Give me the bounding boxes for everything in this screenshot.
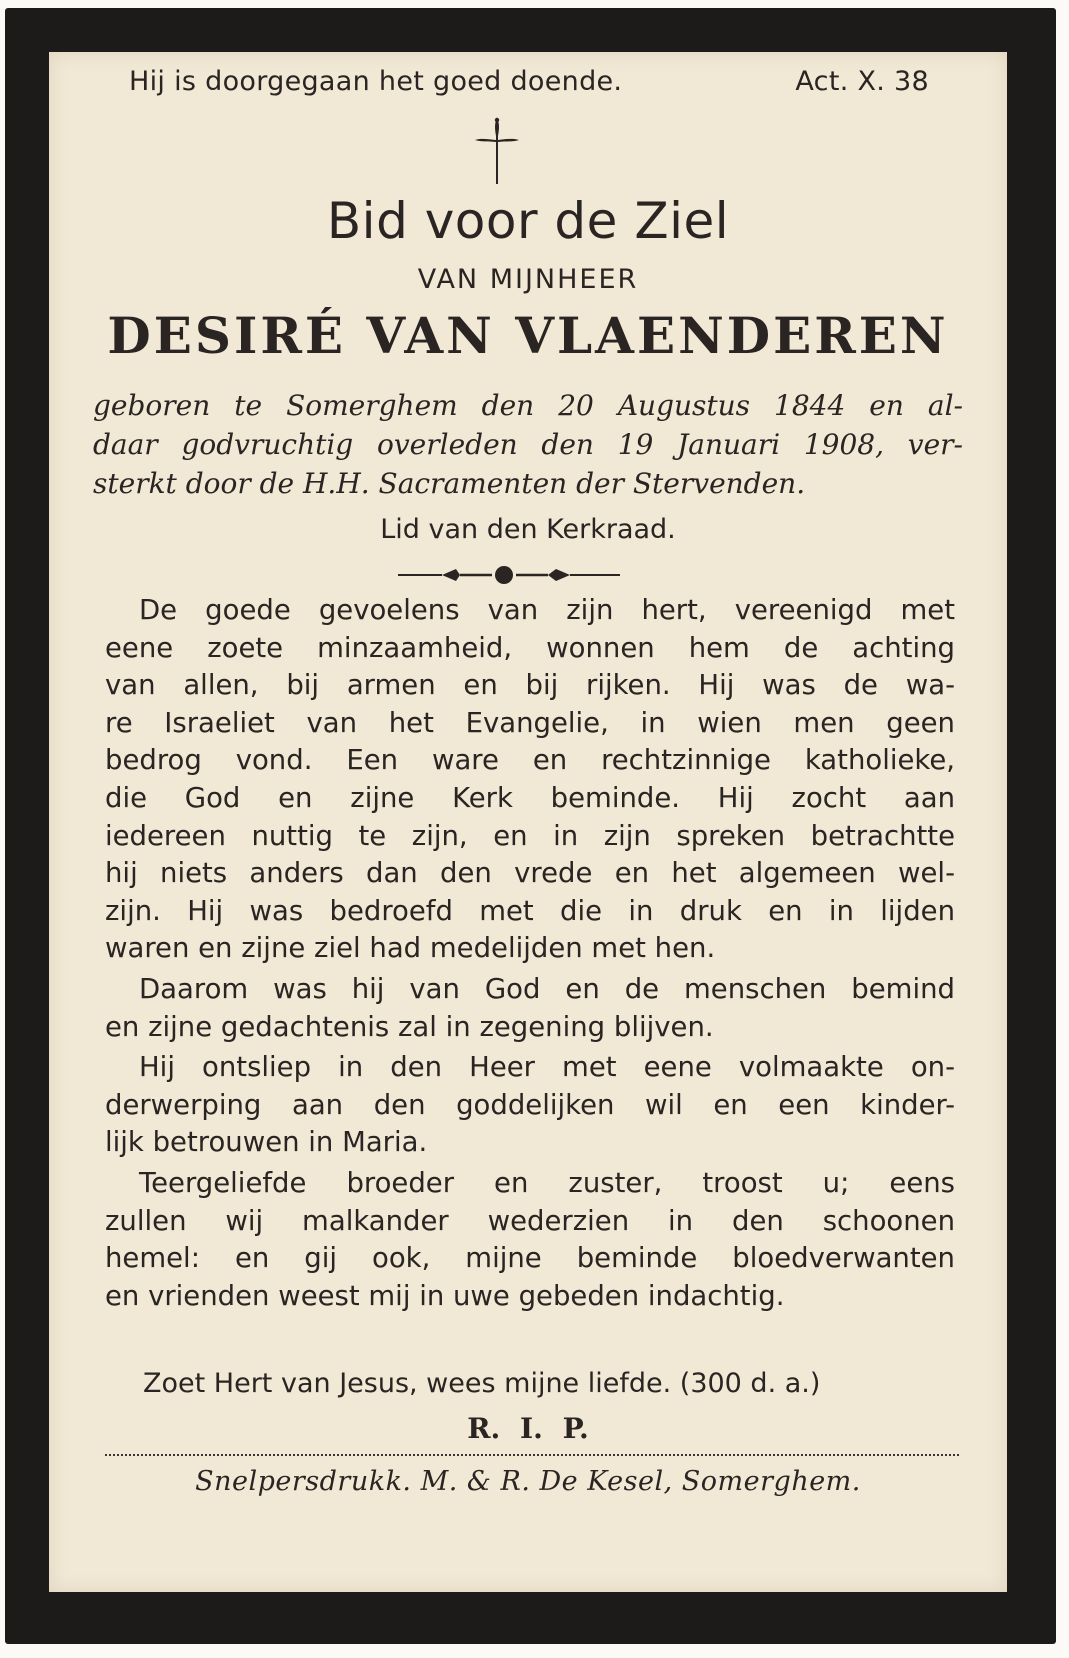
epigraph (129, 66, 929, 106)
card-paper (49, 52, 1007, 1592)
bio-line: geboren te Somerghem den 20 Augustus 1844 en al- (93, 389, 963, 422)
epigraph-reference: Act. X. 38 (795, 66, 929, 97)
closing-prayer: Zoet Hert van Jesus, wees mijne liefde. (300 d. a.) (143, 1368, 821, 1399)
rip: R. I. P. (467, 1412, 589, 1445)
paragraph (105, 971, 955, 1046)
text-line: eene zoete minzaamheid, wonnen hem de achting (105, 631, 955, 664)
paragraph (105, 592, 955, 968)
text-line: derwerping aan den goddelijken wil en een kinder- (105, 1088, 955, 1121)
heading-pray: Bid voor de Ziel (326, 192, 730, 250)
paragraph (105, 1165, 955, 1315)
bio-line: sterkt door de H.H. Sacramenten der Stervenden. (93, 467, 806, 500)
text-line: re Israeliet van het Evangelie, in wien men geen (105, 706, 955, 739)
printer-credit: Snelpersdrukk. M. & R. De Kesel, Somerghem. (195, 1466, 861, 1497)
epigraph-quote: Hij is doorgegaan het goed doende. (129, 66, 623, 97)
membership: Lid van den Kerkraad. (380, 514, 676, 545)
text-line: De goede gevoelens van zijn hert, vereenigd met (139, 594, 955, 626)
text-line: Teergeliefde broeder en zuster, troost u; eens (139, 1166, 955, 1199)
text-line: hij niets anders dan den vrede en het algemeen wel- (105, 857, 955, 890)
eulogy-text (105, 592, 955, 1318)
text-line: Daarom was hij van God en de menschen bemind (139, 972, 955, 1005)
text-line: waren en zijne ziel had medelijden met hen. (105, 932, 716, 965)
text-line: hemel: en gij ook, mijne beminde bloedverwanten (105, 1242, 955, 1275)
text-line: die God en zijne Kerk beminde. Hij zocht aan (105, 781, 955, 814)
heading-title: VAN MIJNHEER (417, 264, 639, 295)
text-line: lijk betrouwen in Maria. (105, 1126, 428, 1159)
biography (93, 386, 963, 503)
bio-line: daar godvruchtig overleden den 19 Januari 1908, ver- (93, 428, 963, 461)
text-line: iedereen nuttig te zijn, en in zijn spreken betrachtte (105, 819, 955, 852)
text-line: bedrog vond. Een ware en rechtzinnige katholieke, (105, 744, 955, 777)
paragraph (105, 1049, 955, 1162)
text-line: van allen, bij armen en bij rijken. Hij was de wa- (105, 669, 955, 702)
card-content (49, 52, 1007, 1592)
text-line: zullen wij malkander wederzien in den schoonen (105, 1204, 955, 1237)
text-line: en zijne gedachtenis zal in zegening blijven. (105, 1010, 714, 1043)
text-line: en vrienden weest mij in uwe gebeden indachtig. (105, 1279, 785, 1312)
text-line: Hij ontsliep in den Heer met eene volmaakte on- (139, 1051, 955, 1084)
ornament-divider-icon (394, 562, 624, 588)
dotted-divider (105, 1454, 959, 1456)
cross-icon (467, 114, 527, 186)
deceased-name: DESIRÉ VAN VLAENDEREN (107, 306, 949, 365)
text-line: zijn. Hij was bedroefd met die in druk en in lijden (105, 894, 955, 927)
